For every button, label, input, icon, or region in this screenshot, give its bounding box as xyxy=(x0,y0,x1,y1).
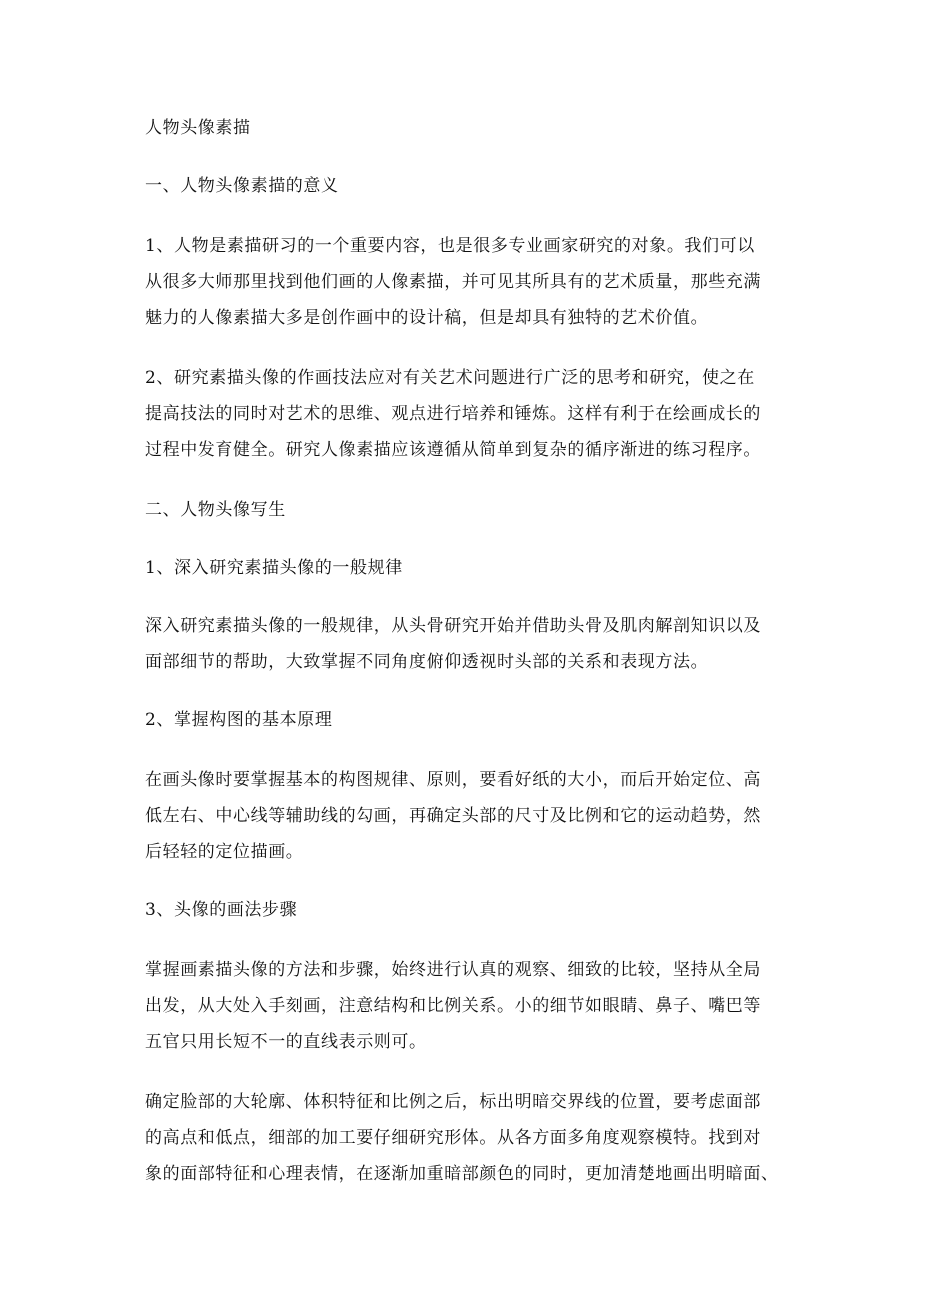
paragraph-line: 2、研究素描头像的作画技法应对有关艺术问题进行广泛的思考和研究，使之在 xyxy=(145,368,755,388)
document-title: 人物头像素描 xyxy=(145,118,251,138)
section-heading: 一、人物头像素描的意义 xyxy=(145,176,339,196)
paragraph-line: 在画头像时要掌握基本的构图规律、原则，要看好纸的大小，而后开始定位、高 xyxy=(145,770,761,790)
subsection-heading: 1、深入研究素描头像的一般规律 xyxy=(145,558,403,578)
paragraph-line: 过程中发育健全。研究人像素描应该遵循从简单到复杂的循序渐进的练习程序。 xyxy=(145,440,761,460)
paragraph-line: 提高技法的同时对艺术的思维、观点进行培养和锤炼。这样有利于在绘画成长的 xyxy=(145,404,761,424)
paragraph-line: 掌握画素描头像的方法和步骤，始终进行认真的观察、细致的比较，坚持从全局 xyxy=(145,960,761,980)
paragraph-line: 确定脸部的大轮廓、体积特征和比例之后，标出明暗交界线的位置，要考虑面部 xyxy=(145,1092,761,1112)
paragraph-line: 从很多大师那里找到他们画的人像素描，并可见其所具有的艺术质量，那些充满 xyxy=(145,272,761,292)
paragraph-line: 五官只用长短不一的直线表示则可。 xyxy=(145,1032,427,1052)
subsection-heading: 2、掌握构图的基本原理 xyxy=(145,710,333,730)
paragraph-line: 出发，从大处入手刻画，注意结构和比例关系。小的细节如眼睛、鼻子、嘴巴等 xyxy=(145,996,761,1016)
section-heading: 二、人物头像写生 xyxy=(145,500,286,520)
paragraph-line: 面部细节的帮助，大致掌握不同角度俯仰透视时头部的关系和表现方法。 xyxy=(145,652,709,672)
paragraph-line: 后轻轻的定位描画。 xyxy=(145,842,304,862)
paragraph-line: 1、人物是素描研习的一个重要内容，也是很多专业画家研究的对象。我们可以 xyxy=(145,236,755,256)
paragraph-line: 魅力的人像素描大多是创作画中的设计稿，但是却具有独特的艺术价值。 xyxy=(145,308,709,328)
paragraph-line: 的高点和低点，细部的加工要仔细研究形体。从各方面多角度观察模特。找到对 xyxy=(145,1128,761,1148)
paragraph-line: 深入研究素描头像的一般规律，从头骨研究开始并借助头骨及肌肉解剖知识以及 xyxy=(145,616,761,636)
paragraph-line: 象的面部特征和心理表情，在逐渐加重暗部颜色的同时，更加清楚地画出明暗面、 xyxy=(145,1164,779,1184)
paragraph-line: 低左右、中心线等辅助线的勾画，再确定头部的尺寸及比例和它的运动趋势，然 xyxy=(145,806,761,826)
subsection-heading: 3、头像的画法步骤 xyxy=(145,900,298,920)
